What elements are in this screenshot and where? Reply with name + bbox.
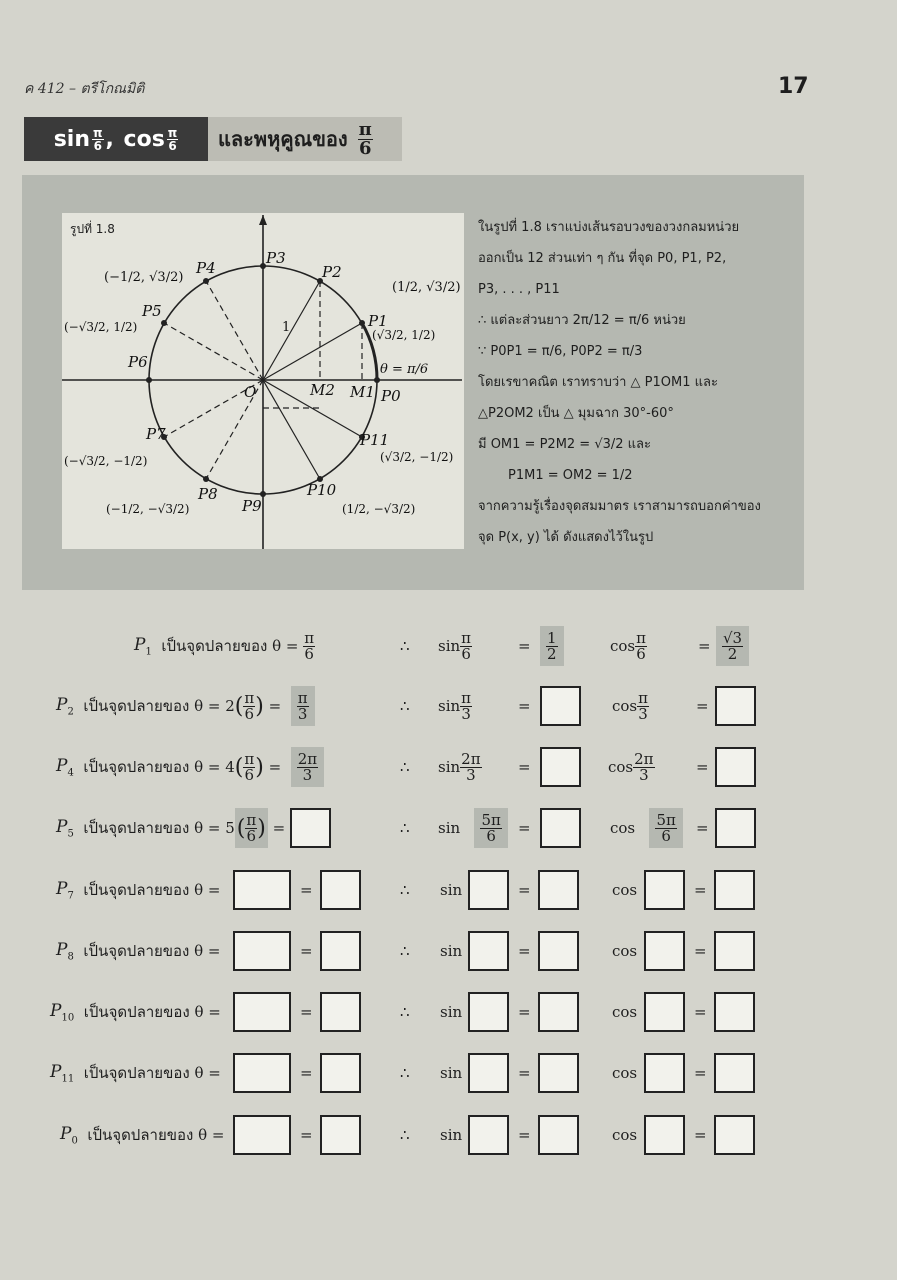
row-text: เป็นจุดปลายของ θ =	[83, 697, 221, 715]
row-text: เป็นจุดปลายของ θ =	[83, 881, 221, 899]
point-label: $P_0$	[60, 1123, 78, 1147]
cos-label: cos	[612, 1003, 638, 1021]
coord-p11: (√3/2, −1/2)	[380, 450, 454, 464]
cos-answer-box[interactable]	[715, 686, 756, 726]
cos-answer-box[interactable]	[714, 931, 755, 971]
point-label: $P_5$	[56, 816, 74, 840]
cos-answer: $\frac{√3}{2}$	[723, 628, 743, 663]
row-text: เป็นจุดปลายของ θ =	[83, 819, 221, 837]
coord-p7: (−√3/2, −1/2)	[64, 454, 148, 468]
sin-answer-box[interactable]	[538, 1053, 579, 1093]
theta-answer-box[interactable]	[233, 931, 291, 971]
theta-answer: $\frac{2\pi}{3}$	[297, 749, 318, 784]
label-p4: P4	[196, 259, 216, 277]
sin-answer-box[interactable]	[538, 870, 579, 910]
title-pi-over-6-c: $\frac{\pi}{6}$	[358, 118, 372, 159]
title-text: และพหุคูณของ	[218, 127, 348, 151]
label-m1: M1	[350, 383, 375, 401]
section-title-rest	[208, 117, 402, 161]
label-p7: P7	[146, 425, 166, 443]
label-p8: P8	[198, 485, 218, 503]
cos-answer-box[interactable]	[714, 1053, 755, 1093]
coord-p2: (1/2, √3/2)	[392, 280, 461, 295]
sin-answer-box[interactable]	[540, 747, 581, 787]
exercise-row-p11: $P_{11}$ เป็นจุดปลายของ θ = = ∴ sin = cos =	[0, 1051, 897, 1095]
para-line: P1M1 = OM2 = 1/2	[508, 468, 633, 483]
sin-answer-box[interactable]	[538, 1115, 579, 1155]
para-line: ออกเป็น 12 ส่วนเท่า ๆ กัน ที่จุด P0, P1, P2,	[478, 251, 727, 266]
theta-answer-box[interactable]	[233, 1115, 291, 1155]
cos-answer-box[interactable]	[715, 747, 756, 787]
sin-arg-box[interactable]	[468, 931, 509, 971]
point-label: $P_{11}$	[50, 1061, 75, 1085]
coord-p1: (√3/2, 1/2)	[372, 328, 436, 342]
page-number: 17	[778, 74, 809, 99]
row-text: เป็นจุดปลายของ θ =	[83, 758, 221, 776]
sin-arg-box[interactable]	[468, 1115, 509, 1155]
cos-arg: $\frac{\pi}{6}$	[636, 628, 646, 663]
sin-label: sin	[440, 1126, 463, 1144]
section-title-block: sin $\frac{\pi}{6}$ , cos $\frac{\pi}{6}$	[24, 117, 208, 161]
cos-answer-box[interactable]	[714, 1115, 755, 1155]
theta-answer-box-2[interactable]	[320, 992, 361, 1032]
unit-circle-svg	[62, 213, 464, 549]
label-p2: P2	[322, 263, 342, 281]
cos-arg-box[interactable]	[644, 992, 685, 1032]
sin-label: sin	[440, 942, 463, 960]
exercise-row-p2: $P_2$ เป็นจุดปลายของ θ = 2 ( $\frac{\pi}{6}$ ) = $\frac{\pi}{3}$ ∴ sin $\frac{\pi}{3}$ = cos $\frac{\pi}{3}$ =	[0, 684, 897, 728]
para-line: ในรูปที่ 1.8 เราแบ่งเส้นรอบวงของวงกลมหน่วย	[478, 220, 740, 235]
label-p6: P6	[128, 353, 148, 371]
sin-arg-box[interactable]	[468, 870, 509, 910]
title-sin: sin	[53, 126, 91, 152]
exercise-row-p10: $P_{10}$ เป็นจุดปลายของ θ = = ∴ sin = cos =	[0, 990, 897, 1034]
theta-answer-box-2[interactable]	[320, 1115, 361, 1155]
point-label: $P_2$	[56, 694, 74, 718]
sin-answer-box[interactable]	[538, 992, 579, 1032]
point-label: $P_4$	[56, 755, 74, 779]
coord-p5: (−√3/2, 1/2)	[64, 320, 138, 334]
label-p0: P0	[381, 387, 401, 405]
cos-arg-box[interactable]	[644, 931, 685, 971]
sin-answer-box[interactable]	[540, 808, 581, 848]
sin-label: sin	[440, 1003, 463, 1021]
coord-p4: (−1/2, √3/2)	[104, 270, 184, 285]
row-text: เป็นจุดปลายของ θ =	[83, 1003, 221, 1021]
title-cos: cos	[123, 126, 165, 152]
exercise-row-p1	[0, 624, 897, 668]
sin-label: sin	[440, 881, 463, 899]
para-line: ∴ แต่ละส่วนยาว 2π/12 = π/6 หน่วย	[478, 313, 686, 328]
radius-op1	[263, 323, 362, 380]
cos-label: cos	[610, 819, 636, 837]
row-text: เป็นจุดปลายของ θ =	[87, 1126, 225, 1144]
label-theta: θ = π/6	[380, 362, 429, 377]
therefore-symbol: ∴	[400, 637, 410, 655]
exercise-row-p5: $P_5$ เป็นจุดปลายของ θ = 5 ( $\frac{\pi}{6}$ ) = ∴ sin $\frac{5\pi}{6}$ = cos $\frac{5\pi}{6}$ =	[0, 806, 897, 850]
theta-answer-box-2[interactable]	[320, 870, 361, 910]
explanation-paragraph	[478, 212, 796, 553]
theta-answer-box[interactable]	[233, 1053, 291, 1093]
sin-label: sin	[438, 819, 461, 837]
theta-answer-box[interactable]	[233, 992, 291, 1032]
label-p9: P9	[242, 497, 262, 515]
label-m2: M2	[310, 381, 335, 399]
theta-answer-box[interactable]	[290, 808, 331, 848]
cos-answer-box[interactable]	[714, 992, 755, 1032]
cos-label: cos	[612, 697, 638, 715]
exercise-row-p8: $P_8$ เป็นจุดปลายของ θ = = ∴ sin = cos =	[0, 929, 897, 973]
title-pi-over-6-a: $\frac{\pi}{6}$	[93, 125, 103, 153]
therefore-symbol: ∴	[400, 697, 410, 715]
cos-label: cos	[612, 881, 638, 899]
unit-circle-figure	[62, 213, 464, 549]
cos-arg-box[interactable]	[644, 1115, 685, 1155]
sin-arg-box[interactable]	[468, 992, 509, 1032]
sin-answer: $\frac{1}{2}$	[547, 628, 557, 663]
cos-answer-box[interactable]	[715, 808, 756, 848]
sin-answer-box[interactable]	[538, 931, 579, 971]
cos-label: cos	[612, 942, 638, 960]
cos-arg-box[interactable]	[644, 1053, 685, 1093]
cos-arg-box[interactable]	[644, 870, 685, 910]
equals: =	[698, 637, 711, 655]
cos-label: cos	[612, 1064, 638, 1082]
sin-answer-box[interactable]	[540, 686, 581, 726]
running-header: ค 412 – ตรีโกณมิติ	[24, 81, 145, 97]
point-label: $P_7$	[56, 878, 74, 902]
label-radius-one: 1	[282, 320, 291, 335]
title-pi-over-6-b: $\frac{\pi}{6}$	[167, 125, 178, 153]
label-p5: P5	[142, 302, 162, 320]
row-text: เป็นจุดปลายของ θ =	[161, 637, 299, 655]
label-p10: P10	[307, 481, 337, 499]
label-origin: O	[244, 383, 257, 401]
coord-p10: (1/2, −√3/2)	[342, 502, 416, 516]
cos-label: cos	[608, 758, 634, 776]
sin-label: sin	[438, 697, 461, 715]
point-label: $P_8$	[56, 939, 74, 963]
exercise-row-p7: $P_7$ เป็นจุดปลายของ θ = = ∴ sin = cos =	[0, 868, 897, 912]
cos-label: cos	[612, 1126, 638, 1144]
equals: =	[518, 637, 531, 655]
row-text: เป็นจุดปลายของ θ =	[83, 942, 221, 960]
sin-label: sin	[438, 758, 461, 776]
label-p3: P3	[266, 249, 286, 267]
radius-op2	[263, 281, 320, 380]
cos-label: cos	[610, 637, 636, 655]
sin-arg-box[interactable]	[468, 1053, 509, 1093]
para-line: P3, . . . , P11	[478, 282, 560, 297]
point-label: $P_1$	[134, 634, 152, 658]
label-p11: P11	[360, 431, 390, 449]
cos-answer-box[interactable]	[714, 870, 755, 910]
theta-answer: $\frac{\pi}{3}$	[297, 688, 308, 723]
theta-answer-box[interactable]	[233, 870, 291, 910]
para-line: จากความรู้เรื่องจุดสมมาตร เราสามารถบอกค่าของ	[478, 499, 761, 514]
label-p1: P1	[368, 312, 388, 330]
theta-answer-box-2[interactable]	[320, 1053, 361, 1093]
para-line: จุด P(x, y) ได้ ดังแสดงไว้ในรูป	[478, 530, 654, 545]
sin-label: sin	[440, 1064, 463, 1082]
row-text: เป็นจุดปลายของ θ =	[83, 1064, 221, 1082]
sin-label: sin	[438, 637, 461, 655]
theta-answer-box-2[interactable]	[320, 931, 361, 971]
theta-value: $\frac{\pi}{6}$	[304, 628, 315, 663]
coord-p8: (−1/2, −√3/2)	[106, 502, 190, 516]
figure-label: รูปที่ 1.8	[70, 222, 115, 236]
para-line: โดยเรขาคณิต เราทราบว่า △ P1OM1 และ	[478, 375, 718, 390]
para-line: ∵ P0P1 = π/6, P0P2 = π/3	[478, 344, 643, 359]
para-line: △P2OM2 เป็น △ มุมฉาก 30°-60°	[478, 406, 674, 421]
exercise-row-p4: $P_4$ เป็นจุดปลายของ θ = 4 ( $\frac{\pi}{6}$ ) = $\frac{2\pi}{3}$ ∴ sin $\frac{2\pi}{3}$ = cos $\frac{2\pi}{3}$ =	[0, 745, 897, 789]
para-line: มี OM1 = P2M2 = √3/2 และ	[478, 437, 651, 452]
exercise-row-p0: $P_0$ เป็นจุดปลายของ θ = = ∴ sin = cos =	[0, 1113, 897, 1157]
point-label: $P_{10}$	[50, 1000, 75, 1024]
sin-arg: $\frac{\pi}{6}$	[461, 628, 472, 663]
